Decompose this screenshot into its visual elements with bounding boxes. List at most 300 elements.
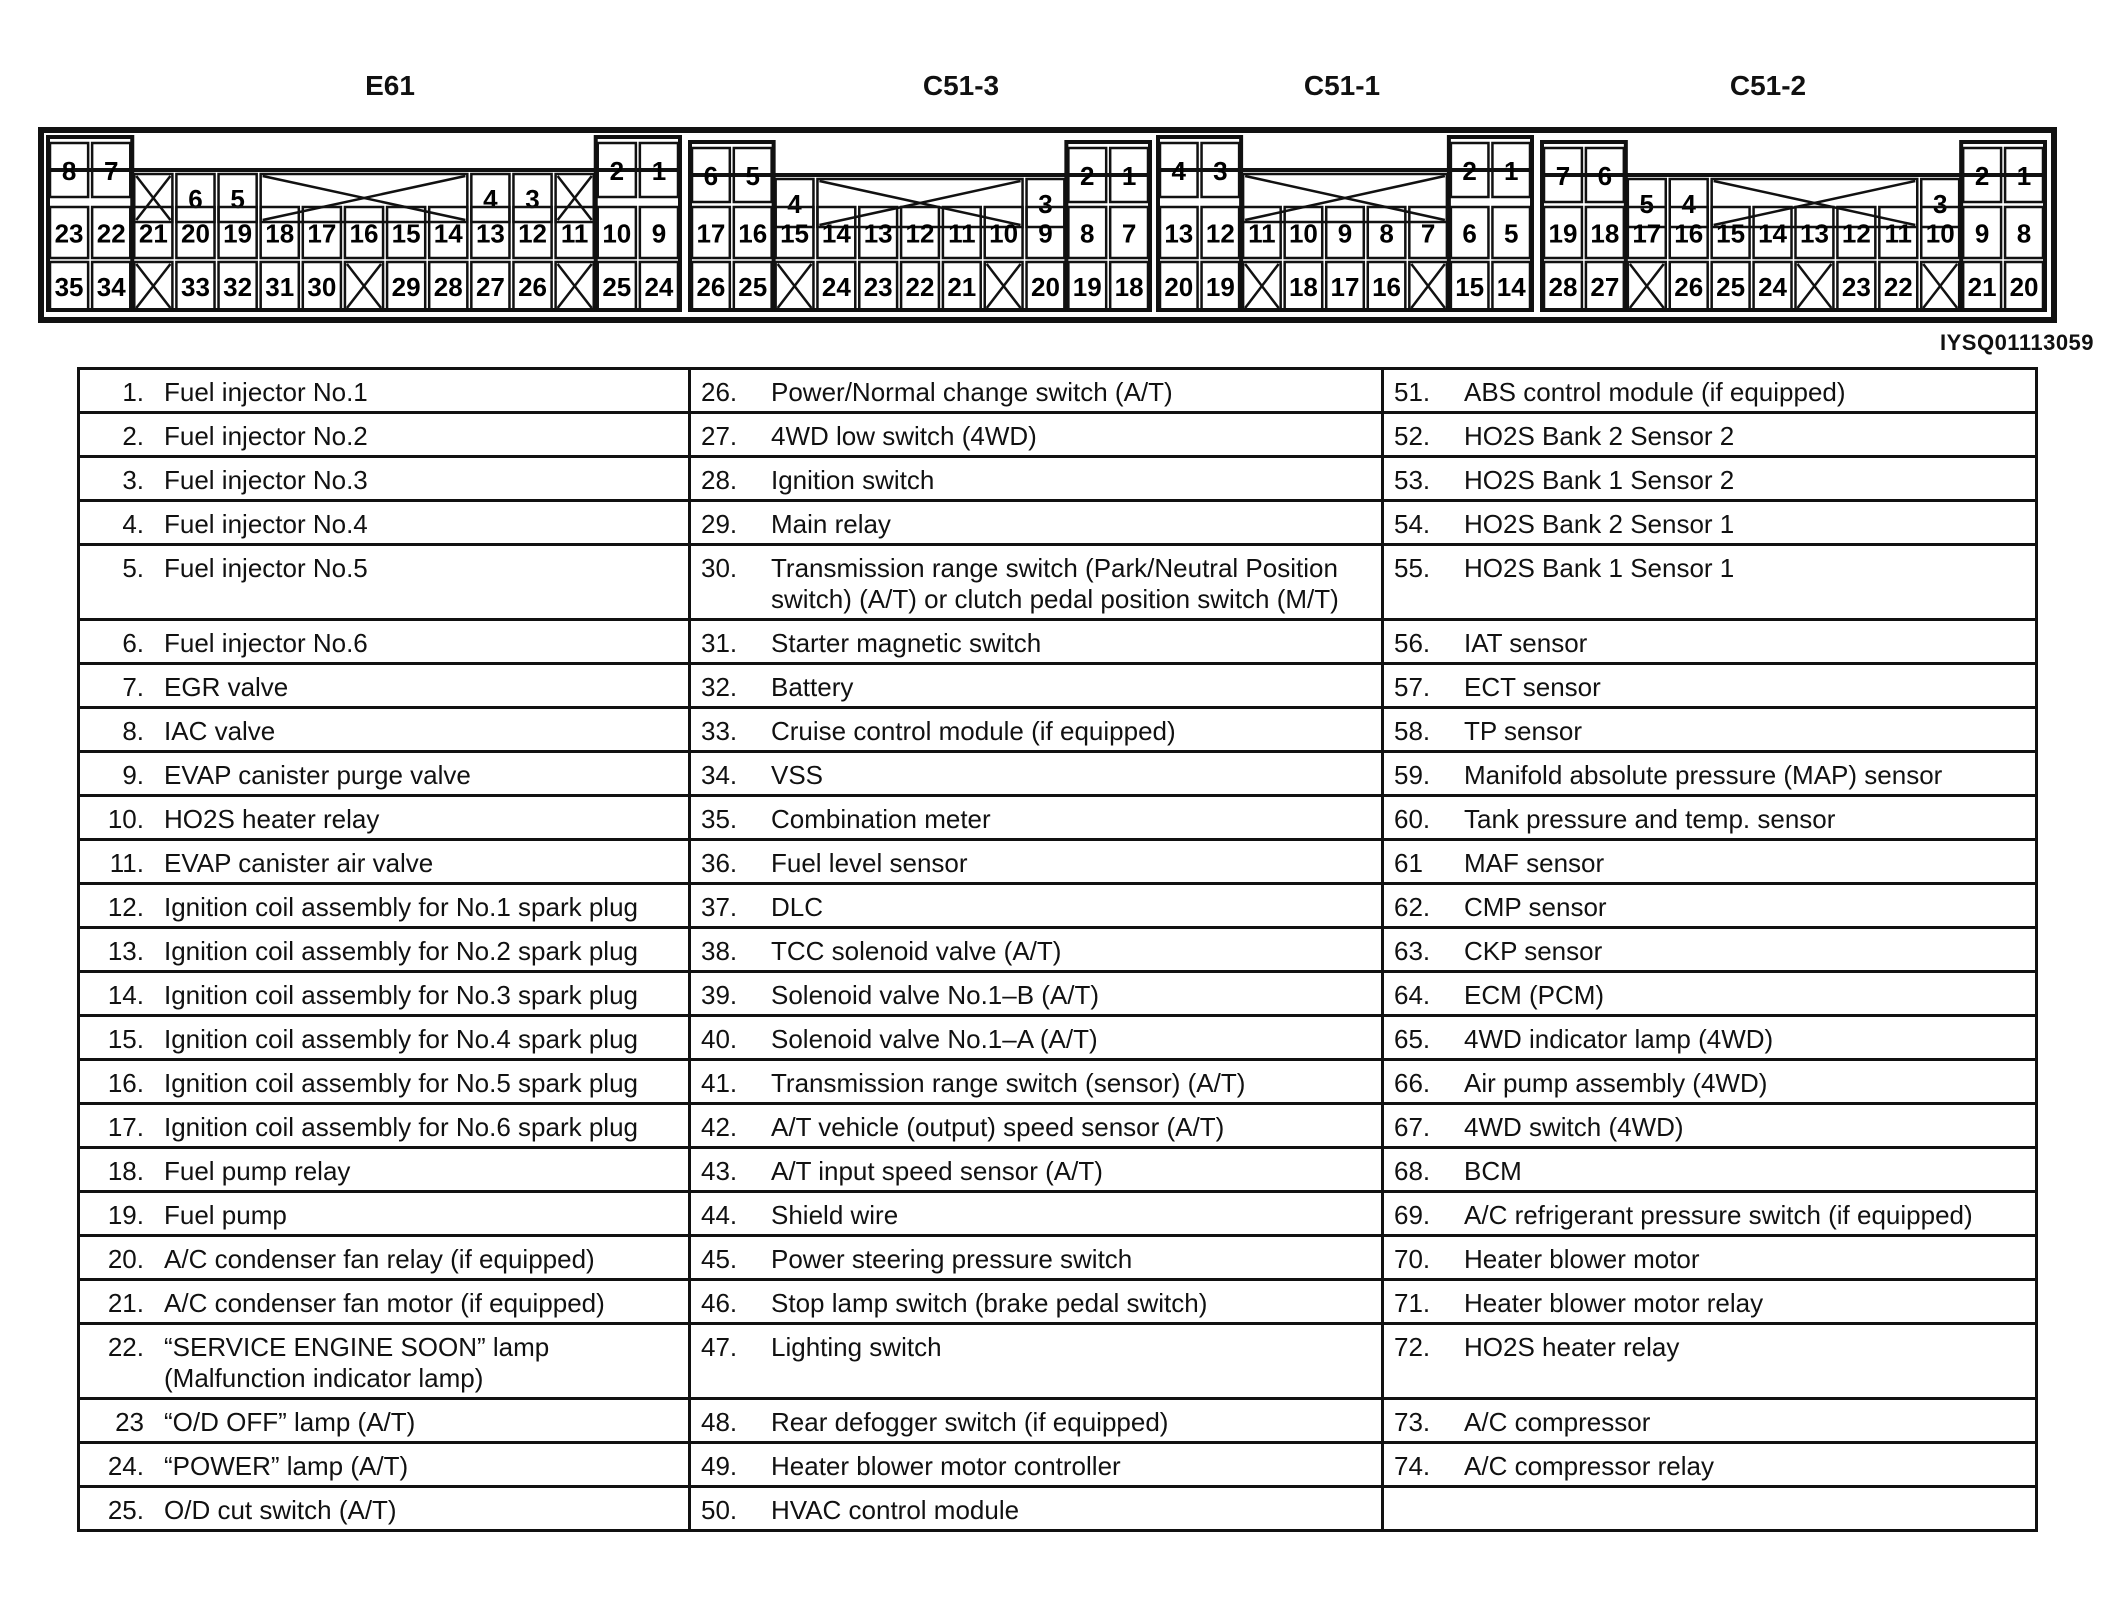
legend-row bbox=[79, 620, 2037, 664]
legend-entry bbox=[701, 1200, 1371, 1231]
terminal-number: 24. bbox=[107, 1451, 144, 1481]
legend-cell bbox=[690, 972, 1383, 1016]
legend-cell bbox=[690, 501, 1383, 545]
terminal-number: 57. bbox=[1394, 672, 1431, 702]
legend-entry bbox=[701, 804, 1371, 835]
legend-entry bbox=[701, 1332, 1371, 1363]
terminal-description: Tank pressure and temp. sensor bbox=[1464, 804, 1836, 834]
legend-entry bbox=[90, 1495, 678, 1526]
legend-cell bbox=[1383, 708, 2037, 752]
terminal-number: 73. bbox=[1394, 1407, 1431, 1437]
legend-entry bbox=[701, 936, 1371, 967]
legend-row bbox=[79, 1192, 2037, 1236]
terminal-number: 16. bbox=[107, 1068, 144, 1098]
terminal-number: 36. bbox=[701, 848, 738, 878]
pin-number: 1 bbox=[2016, 161, 2032, 191]
terminal-number: 26. bbox=[701, 377, 738, 407]
legend-entry bbox=[1394, 672, 2025, 703]
legend-entry bbox=[701, 465, 1371, 496]
legend-entry bbox=[1394, 1244, 2025, 1275]
pin-number: 5 bbox=[1503, 218, 1519, 249]
legend-entry bbox=[1394, 716, 2025, 747]
pin-number: 11 bbox=[1248, 218, 1276, 249]
terminal-number: 64. bbox=[1394, 980, 1431, 1010]
legend-cell bbox=[690, 796, 1383, 840]
legend-row bbox=[79, 884, 2037, 928]
terminal-description: Fuel injector No.6 bbox=[164, 628, 368, 658]
pin-number: 20 bbox=[1030, 272, 1060, 302]
legend-entry bbox=[701, 377, 1371, 408]
pin-number: 18 bbox=[1590, 218, 1620, 249]
terminal-description: Manifold absolute pressure (MAP) sensor bbox=[1464, 760, 1943, 790]
terminal-description: A/C condenser fan motor (if equipped) bbox=[164, 1288, 605, 1318]
terminal-description: “O/D OFF” lamp (A/T) bbox=[164, 1407, 416, 1437]
pin-number: 10 bbox=[1925, 218, 1955, 249]
terminal-number: 18. bbox=[107, 1156, 144, 1186]
legend-entry bbox=[90, 628, 678, 659]
legend-cell bbox=[1383, 1487, 2037, 1531]
terminal-description: Ignition coil assembly for No.4 spark plug bbox=[164, 1024, 639, 1054]
pin-number: 1 bbox=[651, 156, 667, 186]
connector-c51-2 bbox=[1542, 142, 2045, 310]
legend-cell bbox=[1383, 928, 2037, 972]
terminal-description: Cruise control module (if equipped) bbox=[771, 716, 1176, 746]
terminal-description: EVAP canister purge valve bbox=[164, 760, 471, 790]
pin-number: 28 bbox=[1548, 272, 1578, 302]
pin-number: 9 bbox=[1337, 218, 1353, 249]
legend-entry bbox=[90, 421, 678, 452]
legend-entry bbox=[90, 509, 678, 540]
terminal-number: 12. bbox=[107, 892, 144, 922]
terminal-number: 31. bbox=[701, 628, 738, 658]
legend-entry bbox=[1394, 760, 2025, 791]
pin-number: 5 bbox=[1639, 189, 1655, 219]
pin-number: 23 bbox=[863, 272, 893, 302]
legend-entry bbox=[1394, 1200, 2025, 1231]
legend-entry bbox=[90, 377, 678, 408]
terminal-number: 44. bbox=[701, 1200, 738, 1230]
legend-row bbox=[79, 545, 2037, 620]
pin-number: 19 bbox=[223, 218, 253, 249]
pin-number: 5 bbox=[230, 184, 245, 214]
legend-entry bbox=[1394, 377, 2025, 408]
terminal-number: 4. bbox=[122, 509, 144, 539]
terminal-number: 58. bbox=[1394, 716, 1431, 746]
terminal-number: 39. bbox=[701, 980, 738, 1010]
terminal-number: 41. bbox=[701, 1068, 738, 1098]
terminal-number: 48. bbox=[701, 1407, 738, 1437]
terminal-number: 69. bbox=[1394, 1200, 1431, 1230]
legend-entry bbox=[1394, 848, 2025, 879]
pin-number: 4 bbox=[787, 189, 802, 219]
terminal-description: BCM bbox=[1464, 1156, 1522, 1186]
legend-entry bbox=[701, 1156, 1371, 1187]
pin-number: 4 bbox=[1171, 156, 1187, 186]
terminal-description: IAT sensor bbox=[1464, 628, 1588, 658]
pin-number: 26 bbox=[696, 272, 726, 302]
pin-number: 16 bbox=[349, 218, 379, 249]
legend-cell bbox=[79, 1399, 690, 1443]
pin-number: 26 bbox=[518, 272, 547, 302]
terminal-number: 22. bbox=[107, 1332, 144, 1362]
legend-entry bbox=[90, 936, 678, 967]
connector-diagram bbox=[0, 0, 2124, 330]
terminal-number: 60. bbox=[1394, 804, 1431, 834]
legend-cell bbox=[690, 840, 1383, 884]
legend-entry bbox=[1394, 1024, 2025, 1055]
legend-cell bbox=[690, 620, 1383, 664]
terminal-number: 68. bbox=[1394, 1156, 1431, 1186]
legend-row bbox=[79, 1016, 2037, 1060]
pin-number: 19 bbox=[1205, 272, 1235, 302]
pin-number: 16 bbox=[1674, 218, 1704, 249]
terminal-number: 61 bbox=[1394, 848, 1423, 878]
legend-cell bbox=[79, 501, 690, 545]
legend-row bbox=[79, 796, 2037, 840]
pin-number: 18 bbox=[1288, 272, 1318, 302]
pin-number: 8 bbox=[1379, 218, 1394, 249]
terminal-number: 47. bbox=[701, 1332, 738, 1362]
terminal-number: 71. bbox=[1394, 1288, 1431, 1318]
legend-cell bbox=[690, 1016, 1383, 1060]
terminal-number: 37. bbox=[701, 892, 738, 922]
legend-cell bbox=[690, 1192, 1383, 1236]
terminal-description: Main relay bbox=[771, 509, 891, 539]
pin-number: 20 bbox=[2009, 272, 2039, 302]
legend-cell bbox=[79, 1192, 690, 1236]
legend-cell bbox=[690, 1487, 1383, 1531]
legend-entry bbox=[90, 760, 678, 791]
legend-entry bbox=[90, 465, 678, 496]
terminal-description: HO2S Bank 1 Sensor 2 bbox=[1464, 465, 1735, 495]
legend-cell bbox=[1383, 1324, 2037, 1399]
legend-row bbox=[79, 664, 2037, 708]
pin-number: 22 bbox=[96, 218, 126, 249]
legend-row bbox=[79, 928, 2037, 972]
terminal-description: Fuel injector No.4 bbox=[164, 509, 368, 539]
legend-entry bbox=[1394, 465, 2025, 496]
terminal-description: Fuel injector No.2 bbox=[164, 421, 368, 451]
terminal-description: 4WD switch (4WD) bbox=[1464, 1112, 1684, 1142]
connector-label-e61: E61 bbox=[365, 70, 415, 101]
legend-cell bbox=[79, 928, 690, 972]
pin-number: 21 bbox=[947, 272, 977, 302]
legend-row bbox=[79, 972, 2037, 1016]
terminal-number: 34. bbox=[701, 760, 738, 790]
terminal-description: Ignition coil assembly for No.1 spark plug bbox=[164, 892, 639, 922]
legend-entry bbox=[90, 848, 678, 879]
terminal-description: HVAC control module bbox=[771, 1495, 1020, 1525]
legend-cell bbox=[690, 1104, 1383, 1148]
terminal-description: Heater blower motor relay bbox=[1464, 1288, 1764, 1318]
legend-cell bbox=[1383, 1236, 2037, 1280]
legend-entry bbox=[90, 1407, 678, 1438]
pin-number: 35 bbox=[54, 272, 84, 302]
legend-entry bbox=[90, 1156, 678, 1187]
terminal-description: VSS bbox=[771, 760, 824, 790]
pin-number: 6 bbox=[188, 184, 203, 214]
pin-number: 22 bbox=[905, 272, 935, 302]
pin-number: 23 bbox=[54, 218, 84, 249]
terminal-description: Solenoid valve No.1–B (A/T) bbox=[771, 980, 1100, 1010]
pin-number: 34 bbox=[96, 272, 126, 302]
legend-entry bbox=[701, 1451, 1371, 1482]
pin-number: 19 bbox=[1072, 272, 1102, 302]
terminal-description: Starter magnetic switch bbox=[771, 628, 1042, 658]
pin-number: 2 bbox=[1462, 156, 1477, 186]
terminal-number: 21. bbox=[107, 1288, 144, 1318]
pin-number: 19 bbox=[1548, 218, 1578, 249]
terminal-description: Ignition switch bbox=[771, 465, 935, 495]
terminal-description: Shield wire bbox=[771, 1200, 899, 1230]
legend-entry bbox=[701, 672, 1371, 703]
terminal-description: 4WD indicator lamp (4WD) bbox=[1464, 1024, 1774, 1054]
pin-number: 20 bbox=[181, 218, 210, 249]
terminal-number: 27. bbox=[701, 421, 738, 451]
pin-number: 29 bbox=[391, 272, 421, 302]
terminal-description: EVAP canister air valve bbox=[164, 848, 434, 878]
legend-entry bbox=[90, 672, 678, 703]
terminal-number: 30. bbox=[701, 553, 738, 583]
terminal-description: IAC valve bbox=[164, 716, 276, 746]
pin-number: 3 bbox=[1932, 189, 1948, 219]
pin-number: 11 bbox=[948, 218, 976, 249]
terminal-description: Fuel injector No.5 bbox=[164, 553, 368, 583]
pin-number: 32 bbox=[223, 272, 253, 302]
legend-entry bbox=[701, 980, 1371, 1011]
legend-entry bbox=[90, 1112, 678, 1143]
pin-number: 24 bbox=[821, 272, 851, 302]
legend-cell bbox=[79, 1443, 690, 1487]
legend-entry bbox=[90, 892, 678, 923]
legend-entry bbox=[90, 1068, 678, 1099]
legend-cell bbox=[1383, 884, 2037, 928]
legend-cell bbox=[1383, 1016, 2037, 1060]
pin-number: 14 bbox=[433, 218, 463, 249]
pin-number: 27 bbox=[475, 272, 505, 302]
legend-cell bbox=[1383, 545, 2037, 620]
pin-number: 12 bbox=[518, 218, 547, 249]
pin-number: 18 bbox=[1114, 272, 1144, 302]
pin-number: 9 bbox=[1038, 218, 1053, 249]
pin-number: 13 bbox=[1799, 218, 1829, 249]
pin-number: 30 bbox=[307, 272, 337, 302]
legend-entry bbox=[1394, 1112, 2025, 1143]
terminal-number: 6. bbox=[122, 628, 144, 658]
terminal-number: 35. bbox=[701, 804, 738, 834]
pin-number: 23 bbox=[1841, 272, 1871, 302]
pin-number: 25 bbox=[1716, 272, 1746, 302]
legend-cell bbox=[1383, 664, 2037, 708]
legend-cell bbox=[1383, 501, 2037, 545]
legend-cell bbox=[79, 752, 690, 796]
terminal-description: HO2S Bank 2 Sensor 1 bbox=[1464, 509, 1735, 539]
legend-entry bbox=[90, 1332, 678, 1394]
terminal-number: 46. bbox=[701, 1288, 738, 1318]
terminal-number: 67. bbox=[1394, 1112, 1431, 1142]
terminal-legend-table bbox=[77, 367, 2038, 1532]
terminal-description: A/T vehicle (output) speed sensor (A/T) bbox=[771, 1112, 1225, 1142]
legend-cell bbox=[690, 928, 1383, 972]
terminal-number: 8. bbox=[122, 716, 144, 746]
legend-cell bbox=[690, 413, 1383, 457]
legend-entry bbox=[90, 1244, 678, 1275]
legend-cell bbox=[1383, 972, 2037, 1016]
pin-number: 21 bbox=[1967, 272, 1997, 302]
legend-cell bbox=[1383, 369, 2037, 413]
terminal-number: 33. bbox=[701, 716, 738, 746]
terminal-number: 43. bbox=[701, 1156, 738, 1186]
terminal-number: 2. bbox=[122, 421, 144, 451]
terminal-number: 17. bbox=[107, 1112, 144, 1142]
legend-cell bbox=[79, 1324, 690, 1399]
connector-c51-3 bbox=[690, 142, 1150, 310]
terminal-number: 3. bbox=[122, 465, 144, 495]
legend-entry bbox=[90, 1451, 678, 1482]
terminal-description: CKP sensor bbox=[1464, 936, 1603, 966]
legend-row bbox=[79, 1324, 2037, 1399]
pin-number: 17 bbox=[1632, 218, 1662, 249]
legend-cell bbox=[79, 840, 690, 884]
terminal-description: A/C condenser fan relay (if equipped) bbox=[164, 1244, 595, 1274]
legend-row bbox=[79, 1148, 2037, 1192]
legend-row bbox=[79, 708, 2037, 752]
legend-entry bbox=[1394, 628, 2025, 659]
terminal-description: HO2S Bank 1 Sensor 1 bbox=[1464, 553, 1735, 583]
terminal-number: 13. bbox=[107, 936, 144, 966]
legend-cell bbox=[690, 1060, 1383, 1104]
legend-cell bbox=[690, 1443, 1383, 1487]
legend-entry bbox=[701, 1244, 1371, 1275]
terminal-number: 20. bbox=[107, 1244, 144, 1274]
legend-entry bbox=[701, 1024, 1371, 1055]
legend-entry bbox=[701, 1495, 1371, 1526]
legend-cell bbox=[690, 457, 1383, 501]
pin-number: 10 bbox=[1288, 218, 1318, 249]
pin-number: 27 bbox=[1590, 272, 1620, 302]
terminal-description: Fuel pump relay bbox=[164, 1156, 351, 1186]
pin-number: 4 bbox=[1681, 189, 1696, 219]
terminal-number: 50. bbox=[701, 1495, 738, 1525]
terminal-description: Rear defogger switch (if equipped) bbox=[771, 1407, 1169, 1437]
pin-number: 2 bbox=[1974, 161, 1990, 191]
terminal-number: 40. bbox=[701, 1024, 738, 1054]
terminal-description: O/D cut switch (A/T) bbox=[164, 1495, 397, 1525]
legend-entry bbox=[1394, 892, 2025, 923]
legend-cell bbox=[79, 664, 690, 708]
legend-cell bbox=[1383, 1192, 2037, 1236]
terminal-number: 66. bbox=[1394, 1068, 1431, 1098]
terminal-description: A/C compressor bbox=[1464, 1407, 1651, 1437]
legend-cell bbox=[79, 1060, 690, 1104]
legend-row bbox=[79, 1060, 2037, 1104]
connector-label-c51-2: C51-2 bbox=[1729, 70, 1807, 101]
legend-row bbox=[79, 1487, 2037, 1531]
connector-label-c51-3: C51-3 bbox=[922, 70, 1000, 101]
terminal-number: 15. bbox=[107, 1024, 144, 1054]
terminal-number: 65. bbox=[1394, 1024, 1431, 1054]
pin-number: 14 bbox=[1758, 218, 1788, 249]
legend-cell bbox=[690, 1280, 1383, 1324]
terminal-number: 14. bbox=[107, 980, 144, 1010]
terminal-number: 38. bbox=[701, 936, 738, 966]
legend-entry bbox=[90, 804, 678, 835]
legend-cell bbox=[79, 1487, 690, 1531]
pin-number: 12 bbox=[905, 218, 935, 249]
legend-cell bbox=[690, 1399, 1383, 1443]
terminal-number: 28. bbox=[701, 465, 738, 495]
terminal-description: Ignition coil assembly for No.6 spark plug bbox=[164, 1112, 639, 1142]
legend-entry bbox=[1394, 1407, 2025, 1438]
pin-number: 1 bbox=[1121, 161, 1137, 191]
legend-entry bbox=[1394, 980, 2025, 1011]
terminal-description: Fuel injector No.3 bbox=[164, 465, 368, 495]
legend-entry bbox=[701, 892, 1371, 923]
pin-number: 33 bbox=[181, 272, 210, 302]
terminal-description: MAF sensor bbox=[1464, 848, 1605, 878]
terminal-description: Stop lamp switch (brake pedal switch) bbox=[771, 1288, 1208, 1318]
terminal-description: A/T input speed sensor (A/T) bbox=[771, 1156, 1103, 1186]
terminal-description: Heater blower motor controller bbox=[771, 1451, 1121, 1481]
terminal-description: Battery bbox=[771, 672, 854, 702]
pin-number: 22 bbox=[1883, 272, 1913, 302]
legend-entry bbox=[701, 1068, 1371, 1099]
pin-number: 16 bbox=[738, 218, 768, 249]
pin-number: 12 bbox=[1205, 218, 1235, 249]
terminal-description: 4WD low switch (4WD) bbox=[771, 421, 1037, 451]
legend-cell bbox=[1383, 620, 2037, 664]
legend-cell bbox=[690, 664, 1383, 708]
terminal-description: Lighting switch bbox=[771, 1332, 942, 1362]
legend-cell bbox=[1383, 457, 2037, 501]
pin-number: 9 bbox=[1974, 218, 1990, 249]
pin-number: 31 bbox=[265, 272, 295, 302]
legend-cell bbox=[79, 413, 690, 457]
pin-number: 8 bbox=[61, 156, 77, 186]
legend-cell bbox=[690, 369, 1383, 413]
terminal-description: A/C compressor relay bbox=[1464, 1451, 1714, 1481]
legend-row bbox=[79, 1104, 2037, 1148]
pin-number: 2 bbox=[609, 156, 625, 186]
legend-cell bbox=[690, 1236, 1383, 1280]
pin-number: 6 bbox=[703, 161, 719, 191]
terminal-number: 5. bbox=[122, 553, 144, 583]
pin-number: 3 bbox=[525, 184, 540, 214]
terminal-number: 72. bbox=[1394, 1332, 1431, 1362]
legend-cell bbox=[1383, 413, 2037, 457]
terminal-description: Fuel injector No.1 bbox=[164, 377, 368, 407]
pin-number: 1 bbox=[1503, 156, 1519, 186]
connector-e61 bbox=[48, 137, 680, 310]
terminal-description: CMP sensor bbox=[1464, 892, 1607, 922]
legend-entry bbox=[701, 509, 1371, 540]
legend-cell bbox=[690, 708, 1383, 752]
connector-label-c51-1: C51-1 bbox=[1303, 70, 1381, 101]
terminal-description: TP sensor bbox=[1464, 716, 1583, 746]
pin-number: 11 bbox=[560, 218, 589, 249]
pin-number: 15 bbox=[780, 218, 810, 249]
legend-entry bbox=[90, 1200, 678, 1231]
terminal-description: Transmission range switch (sensor) (A/T) bbox=[771, 1068, 1246, 1098]
legend-cell bbox=[1383, 1148, 2037, 1192]
pin-number: 15 bbox=[1455, 272, 1485, 302]
legend-cell bbox=[79, 1148, 690, 1192]
terminal-number: 63. bbox=[1394, 936, 1431, 966]
legend-entry bbox=[90, 716, 678, 747]
legend-entry bbox=[1394, 1332, 2025, 1363]
terminal-description: Power/Normal change switch (A/T) bbox=[771, 377, 1173, 407]
terminal-number: 7. bbox=[122, 672, 144, 702]
